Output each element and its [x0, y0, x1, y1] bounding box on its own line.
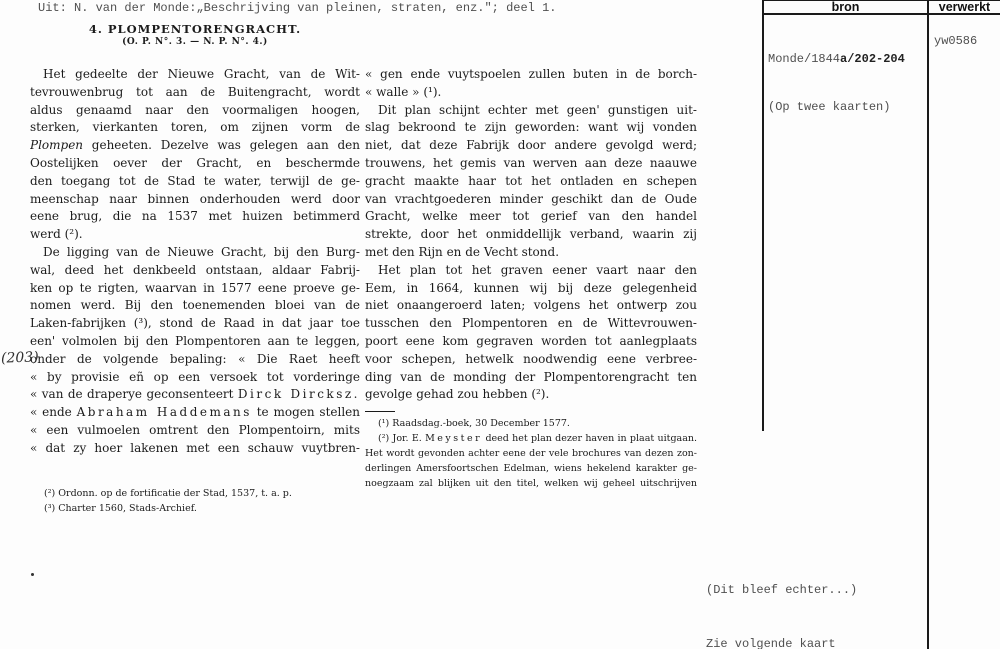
text-segment: ding van de monding der Plompentorengracht ten	[365, 369, 697, 384]
text-line	[365, 351, 697, 369]
text-line	[30, 315, 360, 333]
text-segment: poort eene kom gegraven worden tot aanlegplaats	[365, 333, 697, 348]
text-line	[30, 440, 360, 458]
text-segment: « een vulmoelen omtrent den Plompentoirn, mits	[30, 422, 360, 437]
text-line	[365, 386, 697, 404]
text-segment: tevrouwenbrug tot aan de Buitengracht, wordt	[30, 84, 360, 99]
text-segment: nomen werd. Bij den toenemenden bloei van de	[30, 298, 360, 313]
text-segment: wal, deed het denkbeeld ontstaan, aldaar Fabrij-	[30, 262, 360, 277]
text-line	[30, 404, 360, 422]
text-segment: eene brug, die na 1537 met huizen betimmerd	[30, 209, 360, 224]
bottom-note-line1: (Dit bleef echter...)	[706, 583, 858, 597]
text-segment: niet onaangeroerd laten; volgens het ontwerp zou	[365, 298, 697, 313]
text-line	[44, 486, 360, 501]
verwerkt-cell: yw0586	[934, 34, 978, 48]
typed-bottom-note	[706, 545, 857, 649]
text-line	[30, 191, 360, 209]
text-segment: onder de volgende bepaling: « Die Raet heeft	[30, 351, 360, 366]
text-line	[365, 431, 697, 446]
text-line	[365, 155, 697, 173]
text-segment: werd (²).	[30, 227, 83, 242]
text-line	[365, 297, 697, 315]
text-line	[365, 84, 697, 102]
text-line	[365, 416, 697, 431]
text-segment: « ende	[30, 405, 77, 420]
text-line	[30, 84, 360, 102]
column-header-verwerkt: verwerkt	[938, 0, 991, 14]
text-line	[365, 446, 697, 461]
text-segment: strekte, door het onmiddellijk verband, waarin zij	[365, 227, 697, 242]
text-segment: Het gedeelte der Nieuwe Gracht, van de Wit-	[43, 67, 360, 81]
text-line	[30, 155, 360, 173]
text-line	[30, 137, 360, 155]
text-segment: Laken-fabrijken (³), stond de Raad in dat jaar toe	[30, 316, 360, 331]
text-segment: den toegang tot de Stad te water, terwijl de ge-	[30, 173, 360, 188]
text-segment: Oostelijken oever der Gracht, en beschermde	[30, 155, 360, 170]
spaced-name-text: Dirck Dircksz.	[237, 387, 360, 402]
text-line	[365, 102, 697, 120]
section-subtitle: (O. P. N°. 3. — N. P. N°. 4.)	[122, 37, 268, 47]
text-segment: een' volmolen bij den Plompentoren aan te leggen,	[30, 333, 360, 348]
text-segment: Eem, in 1664, kunnen wij bij deze gelegenheid	[365, 280, 697, 295]
bron-code-suffix: a/202-204	[840, 52, 905, 66]
text-segment: tusschen den Plompentoren en de Wittevrouwen-	[365, 316, 697, 331]
text-line	[365, 66, 697, 84]
text-line	[365, 173, 697, 191]
text-line	[30, 226, 360, 244]
left-column-footnotes	[44, 486, 360, 516]
text-segment: deed het plan dezer haven in plaat uitgaan.	[482, 433, 697, 444]
text-segment: meenschap naar binnen onderhouden werd door	[30, 191, 360, 206]
handwritten-page-number: (203)	[0, 349, 39, 367]
text-line	[365, 280, 697, 298]
spaced-name-text: Meyster	[425, 433, 483, 444]
text-segment: Dit plan schijnt echter met geen' gunstigen uit-	[378, 102, 697, 117]
text-segment: (¹) Raadsdag.-boek, 30 December 1577.	[378, 418, 570, 429]
right-column-footnotes	[365, 416, 697, 491]
text-line	[365, 369, 697, 387]
text-line	[365, 315, 697, 333]
text-segment: gevolge gehad zou hebben (²).	[365, 387, 550, 402]
text-segment: noegzaam zal blijken uit den titel, welken wij geheel uitschrijven	[365, 478, 697, 489]
catalog-table-left-border	[762, 0, 764, 431]
text-line	[30, 173, 360, 191]
text-segment: aldus genaamd naar den voormaligen hoogen,	[30, 102, 360, 117]
text-segment: « by provisie eñ op een versoek tot vorderinge	[30, 369, 360, 384]
bron-code	[768, 51, 905, 67]
bron-note: (Op twee kaarten)	[768, 100, 891, 114]
text-segment: derlingen Amersfoortschen Edelman, wiens hekelend karakter ge-	[365, 463, 697, 474]
bron-code-prefix: Monde/1844	[768, 52, 841, 66]
text-segment: « gen ende vuytspoelen zullen buten in de borch-	[365, 67, 697, 81]
bottom-note-line2: Zie volgende kaart	[706, 637, 836, 649]
text-line	[44, 501, 360, 516]
text-segment: geheeten. Dezelve was gelegen aan den	[83, 138, 360, 153]
text-segment: « van de draperye geconsenteert	[30, 387, 238, 402]
typed-source-note: Uit: N. van der Monde:„Beschrijving van pleinen, straten, enz."; deel 1.	[38, 1, 557, 15]
text-segment: voor schepen, hetwelk noodwendig eene verbree-	[365, 351, 697, 366]
text-line	[30, 333, 360, 351]
text-segment: (³) Charter 1560, Stads-Archief.	[44, 503, 197, 514]
text-line	[30, 280, 360, 298]
text-line	[30, 369, 360, 387]
text-line	[30, 119, 360, 137]
text-line	[365, 333, 697, 351]
text-line	[30, 386, 360, 404]
text-segment: ken op te rigten, waarvan in 1577 eene proeve ge-	[30, 280, 360, 295]
text-segment: sterken, vierkanten toren, om zijnen vorm de	[30, 120, 360, 135]
text-segment: gracht maakte haar tot het ontladen en schepen	[365, 173, 697, 188]
catalog-table-middle-border	[927, 0, 929, 649]
text-segment: (²) Ordonn. op de fortificatie der Stad, 1537, t. a. p.	[44, 488, 292, 499]
italic-text: Plompen	[30, 138, 84, 153]
section-title: 4. PLOMPENTORENGRACHT.	[88, 22, 302, 36]
book-left-column	[30, 66, 360, 458]
text-line	[30, 422, 360, 440]
spaced-name-text: Abraham Haddemans	[76, 405, 252, 420]
text-segment: slag bekroond te zijn geworden: want wij vonden	[365, 120, 697, 135]
text-line	[30, 208, 360, 226]
text-line	[365, 461, 697, 476]
text-segment: Het wordt gevonden achter eene der vele brochures van dezen zon-	[365, 448, 697, 459]
text-segment: « dat zy hoer lakenen met een schauw vuytbren-	[30, 440, 360, 455]
text-line	[30, 244, 360, 262]
text-segment: niet, dat deze Fabrijk door andere gevolgd werd;	[365, 138, 697, 153]
text-segment: De ligging van de Nieuwe Gracht, bij den Burg-	[43, 244, 360, 259]
ink-speck	[31, 573, 34, 576]
text-line	[30, 66, 360, 84]
text-segment: « walle » (¹).	[365, 84, 442, 99]
text-line	[365, 244, 697, 262]
text-line	[30, 297, 360, 315]
text-segment: (²) Jor. E.	[378, 433, 426, 444]
text-segment: trouwens, het gemis van werven aan deze naauwe	[365, 155, 697, 170]
text-line	[30, 262, 360, 280]
text-line	[365, 208, 697, 226]
text-segment: van vrachtgoederen minder geschikt dan de Oude	[365, 191, 697, 206]
text-line	[365, 476, 697, 491]
text-line	[365, 191, 697, 209]
text-segment: met den Rijn en de Vecht stond.	[365, 244, 560, 259]
text-segment: Gracht, welke meer tot gerief van den handel	[365, 209, 697, 224]
text-line	[30, 102, 360, 120]
text-line	[365, 262, 697, 280]
text-segment: te mogen stellen	[251, 405, 360, 420]
book-right-column	[365, 66, 697, 404]
bron-cell	[768, 19, 905, 147]
text-line	[30, 351, 360, 369]
text-line	[365, 226, 697, 244]
text-line	[365, 119, 697, 137]
text-line	[365, 137, 697, 155]
text-segment: Het plan tot het graven eener vaart naar den	[378, 262, 697, 277]
footnote-separator-rule	[365, 411, 395, 412]
column-header-bron: bron	[831, 0, 860, 14]
